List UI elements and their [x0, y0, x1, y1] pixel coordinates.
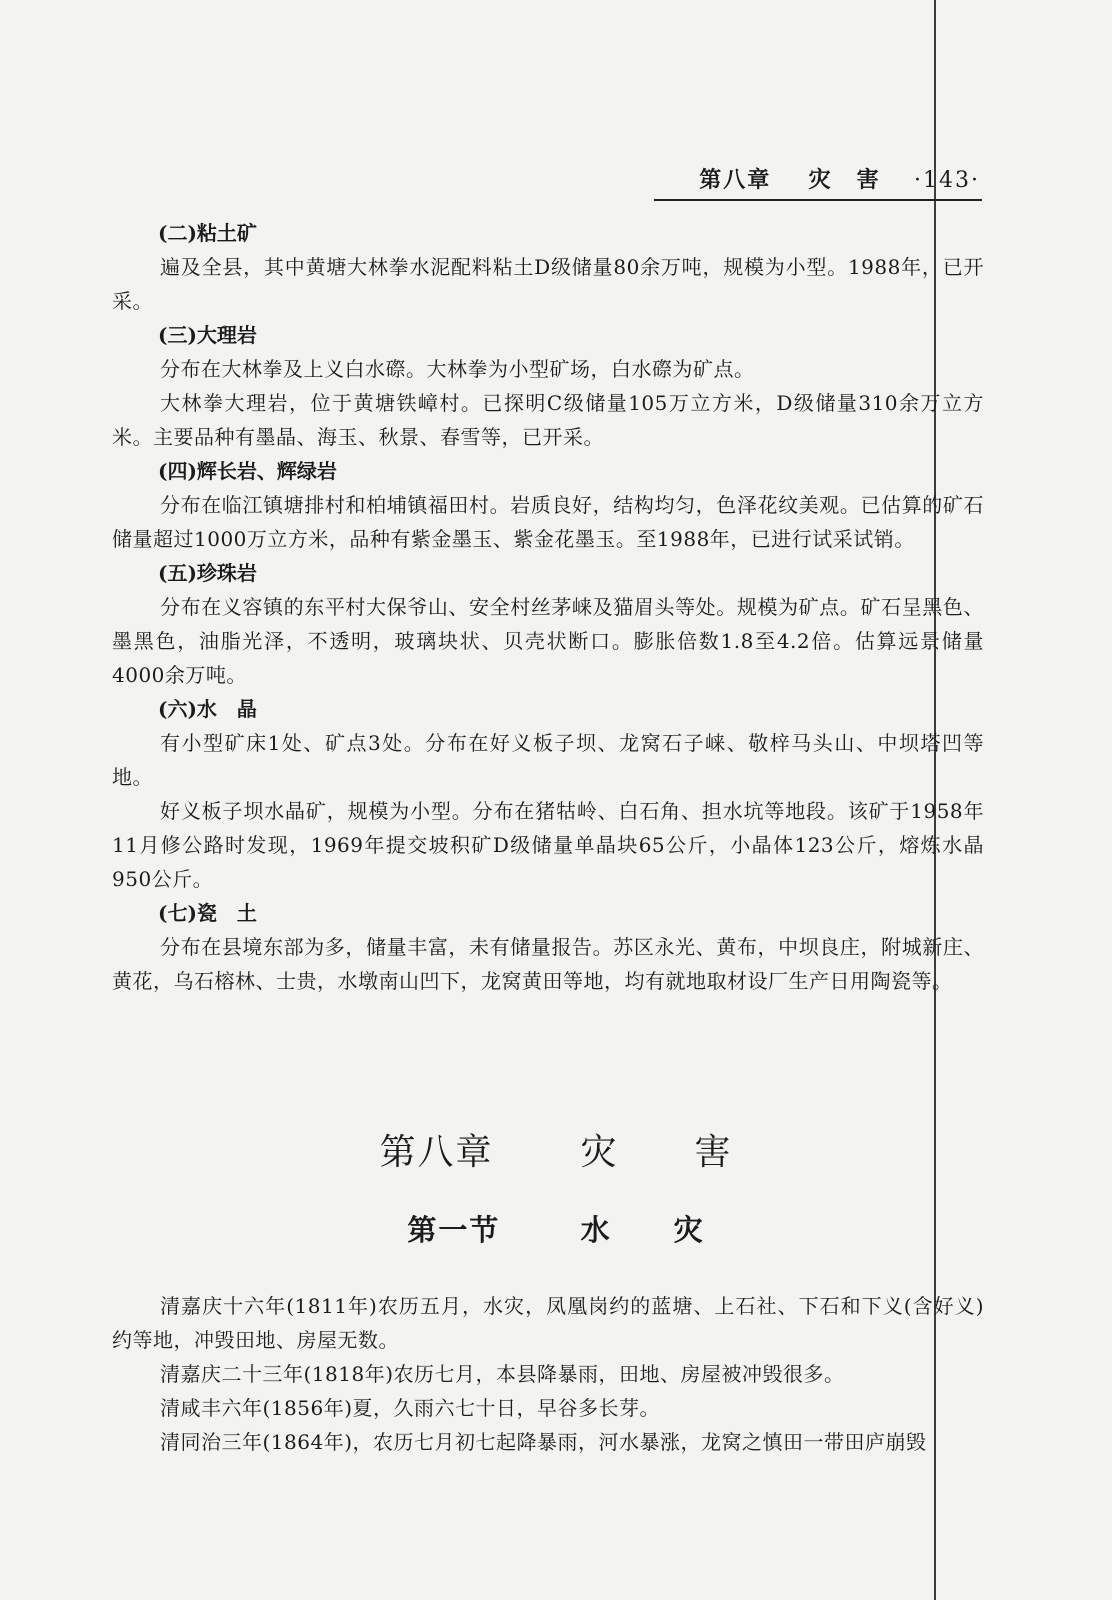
flood-records — [112, 1289, 984, 1459]
paragraph: 分布在临江镇塘排村和柏埔镇福田村。岩质良好，结构均匀，色泽花纹美观。已估算的矿石储量超过1000万立方米，品种有紫金墨玉、紫金花墨玉。至1988年，已进行试采试销。 — [112, 493, 984, 551]
section-heading — [0, 1208, 1112, 1249]
section-label: 第一节 — [407, 1213, 501, 1247]
mineral-block — [112, 692, 984, 896]
paragraph: 清同治三年(1864年)，农历七月初七起降暴雨，河水暴涨，龙窝之慎田一带田庐崩毁 — [160, 1430, 927, 1454]
paragraph: 清嘉庆十六年(1811年)农历五月，水灾，凤凰岗约的蓝塘、上石社、下石和下义(含好义)约等地，冲毁田地、房屋无数。 — [112, 1294, 984, 1352]
paragraph: 清咸丰六年(1856年)夏，久雨六七十日，早谷多长芽。 — [160, 1396, 661, 1420]
mineral-block — [112, 318, 984, 454]
header-rule — [654, 199, 982, 201]
chapter-heading — [0, 1124, 1112, 1175]
subsection-heading: (七)瓷 土 — [158, 901, 257, 925]
subsection-heading: (二)粘土矿 — [158, 221, 257, 245]
paragraph: 大林拳大理岩，位于黄塘铁嶂村。已探明C级储量105万立方米，D级储量310余万立方米。主要品种有墨晶、海玉、秋景、春雪等，已开采。 — [112, 391, 984, 449]
paragraph: 遍及全县，其中黄塘大林拳水泥配料粘土D级储量80余万吨，规模为小型。1988年，已开采。 — [112, 255, 984, 313]
paragraph: 分布在大林拳及上义白水磜。大林拳为小型矿场，白水磜为矿点。 — [160, 357, 755, 381]
paragraph: 分布在义容镇的东平村大保爷山、安全村丝茅崃及猫眉头等处。规模为矿点。矿石呈黑色、墨黑色，油脂光泽，不透明，玻璃块状、贝壳状断口。膨胀倍数1.8至4.2倍。估算远景储量4000余万吨。 — [112, 595, 984, 687]
section-title: 水 灾 — [580, 1213, 705, 1247]
paragraph: 清嘉庆二十三年(1818年)农历七月，本县降暴雨，田地、房屋被冲毁很多。 — [160, 1362, 845, 1386]
mineral-block — [112, 216, 984, 318]
running-header — [699, 163, 980, 194]
paragraph: 有小型矿床1处、矿点3处。分布在好义板子坝、龙窝石子崃、敬梓马头山、中坝塔凹等地。 — [112, 731, 984, 789]
chapter-label: 第八章 — [379, 1132, 494, 1173]
paragraph: 分布在县境东部为多，储量丰富，未有储量报告。苏区永光、黄布，中坝良庄，附城新庄、黄花，乌石榕林、士贵，水墩南山凹下，龙窝黄田等地，均有就地取材设厂生产日用陶瓷等。 — [112, 935, 984, 993]
mineral-block — [112, 556, 984, 692]
mineral-block — [112, 896, 984, 998]
header-chapter-label: 第八章 — [699, 167, 772, 193]
subsection-heading: (五)珍珠岩 — [158, 561, 257, 585]
header-chapter-title: 灾 害 — [808, 167, 881, 193]
subsection-heading: (六)水 晶 — [158, 697, 257, 721]
subsection-heading: (三)大理岩 — [158, 323, 257, 347]
minerals-section — [112, 216, 984, 998]
mineral-block — [112, 454, 984, 556]
paragraph: 好义板子坝水晶矿，规模为小型。分布在猪牯岭、白石角、担水坑等地段。该矿于1958年11月修公路时发现，1969年提交坡积矿D级储量单晶块65公斤，小晶体123公斤，熔炼水晶950公斤。 — [112, 799, 984, 891]
chapter-title: 灾 害 — [580, 1132, 733, 1173]
subsection-heading: (四)辉长岩、辉绿岩 — [158, 459, 337, 483]
page-number: ·143· — [914, 168, 980, 193]
